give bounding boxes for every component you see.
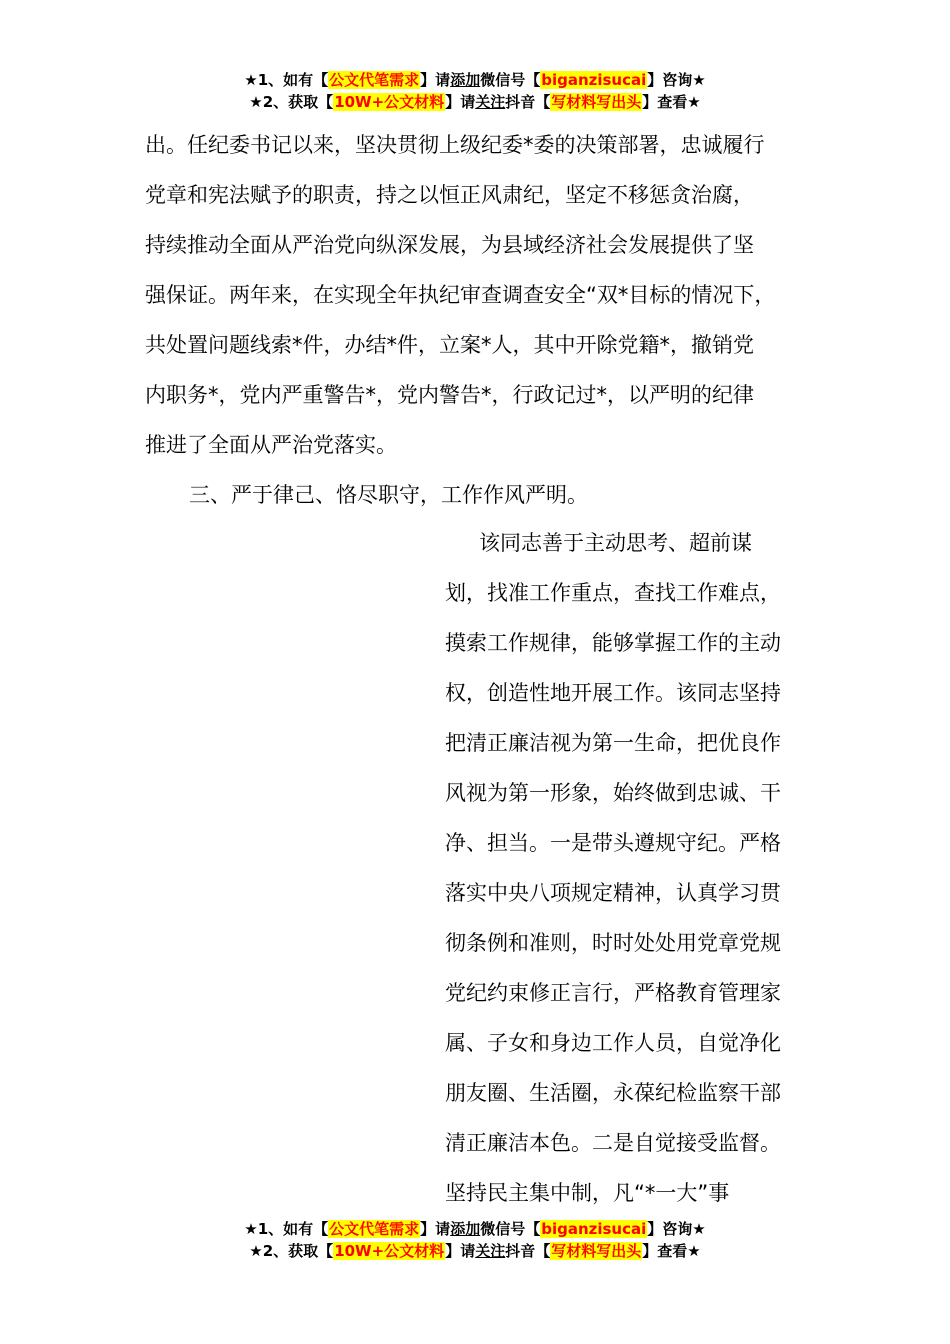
column-line: 清正廉洁本色。二是自觉接受监督。: [445, 1131, 781, 1155]
underlined-text: 关注: [475, 93, 506, 111]
highlight-service: 公文代笔需求: [329, 1220, 420, 1238]
footer-line-2: [0, 1240, 950, 1262]
column-paragraph: [445, 518, 781, 1218]
column-line: 该同志善于主动思考、超前谋: [479, 531, 752, 555]
paragraph-line: 出。任纪委书记以来，坚决贯彻上级纪委*委的决策部署，忠诚履行: [145, 133, 765, 157]
paragraph-line: 持续推动全面从严治党向纵深发展，为县域经济社会发展提供了坚: [145, 233, 754, 257]
banner-text: 微信号【: [480, 1220, 541, 1238]
header-line-1: [0, 69, 950, 91]
column-line: 摸索工作规律，能够掌握工作的主动: [445, 631, 781, 655]
column-line: 党纪约束修正言行，严格教育管理家: [445, 981, 781, 1005]
banner-text: 】请: [445, 93, 476, 111]
underlined-text: 添加: [450, 71, 481, 89]
wechat-id: biganzisucai: [541, 71, 647, 89]
paragraph-line: 内职务*，党内严重警告*，党内警告*，行政记过*，以严明的纪律: [145, 383, 754, 407]
footer-line-1: [0, 1218, 950, 1240]
banner-text: 】查看★: [642, 1242, 701, 1260]
highlight-materials: 10W+公文材料: [334, 1242, 445, 1260]
paragraph-line: 党章和宪法赋予的职责，持之以恒正风肃纪，坚定不移惩贪治腐，: [145, 183, 754, 207]
banner-text: ★2、获取【: [249, 93, 334, 111]
banner-text: 微信号【: [480, 71, 541, 89]
paragraph-line: 共处置问题线索*件，办结*件，立案*人，其中开除党籍*，撤销党: [145, 333, 754, 357]
banner-text: 】咨询★: [647, 71, 706, 89]
column-line: 朋友圈、生活圈，永葆纪检监察干部: [445, 1081, 781, 1105]
column-line: 权，创造性地开展工作。该同志坚持: [445, 681, 781, 705]
wechat-id: biganzisucai: [541, 1220, 647, 1238]
banner-text: 】查看★: [642, 93, 701, 111]
column-line: 把清正廉洁视为第一生命，把优良作: [445, 731, 781, 755]
douyin-account: 写材料写出头: [551, 1242, 642, 1260]
paragraph-line: 推进了全面从严治党落实。: [145, 433, 397, 457]
section-heading: 三、严于律己、恪尽职守，工作作风严明。: [189, 483, 588, 507]
footer-banner: [0, 1218, 950, 1262]
highlight-materials: 10W+公文材料: [334, 93, 445, 111]
column-line: 落实中央八项规定精神，认真学习贯: [445, 881, 781, 905]
banner-text: 】请: [420, 1220, 451, 1238]
underlined-text: 关注: [475, 1242, 506, 1260]
paragraph-line: 强保证。两年来，在实现全年执纪审查调查安全“双*目标的情况下，: [145, 283, 776, 307]
column-line: 彻条例和准则，时时处处用党章党规: [445, 931, 781, 955]
banner-text: 】咨询★: [647, 1220, 706, 1238]
banner-text: ★2、获取【: [249, 1242, 334, 1260]
column-line: 风视为第一形象，始终做到忠诚、干: [445, 781, 781, 805]
highlight-service: 公文代笔需求: [329, 71, 420, 89]
header-line-2: [0, 91, 950, 113]
banner-text: 】请: [420, 71, 451, 89]
header-banner: [0, 69, 950, 113]
banner-text: 】请: [445, 1242, 476, 1260]
underlined-text: 添加: [450, 1220, 481, 1238]
banner-text: 抖音【: [505, 93, 551, 111]
banner-text: 抖音【: [505, 1242, 551, 1260]
banner-text: ★1、如有【: [244, 1220, 329, 1238]
main-paragraph: [145, 120, 775, 520]
douyin-account: 写材料写出头: [551, 93, 642, 111]
column-line: 坚持民主集中制，凡“*一大”事: [445, 1181, 730, 1205]
column-line: 划，找准工作重点，查找工作难点，: [445, 581, 781, 605]
banner-text: ★1、如有【: [244, 71, 329, 89]
column-line: 属、子女和身边工作人员，自觉净化: [445, 1031, 781, 1055]
column-line: 净、担当。一是带头遵规守纪。严格: [445, 831, 781, 855]
